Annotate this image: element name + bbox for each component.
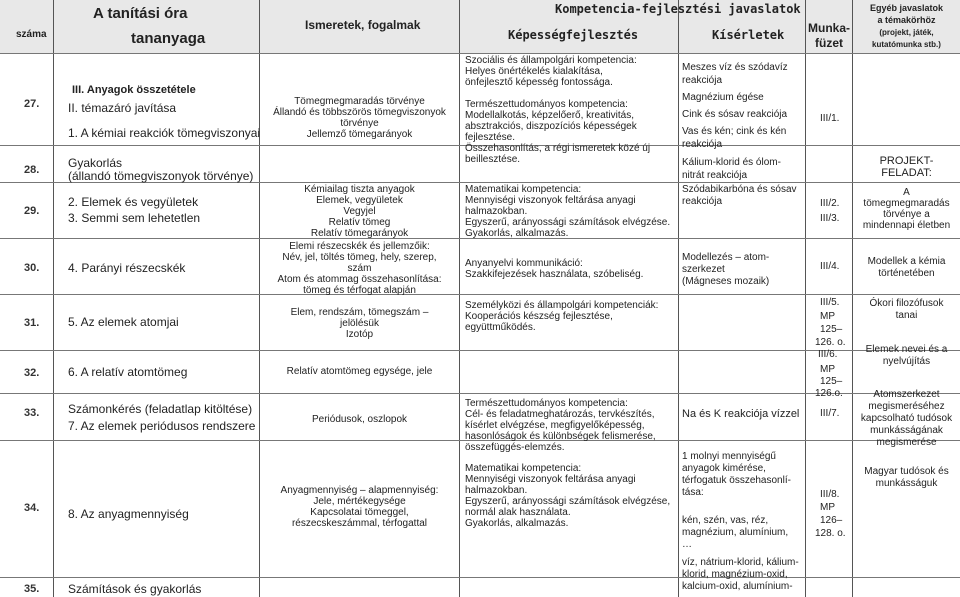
concept-text: Tömegmegmaradás törvénye (294, 96, 425, 107)
workbook-ref: III/8. (820, 489, 840, 500)
workbook-ref: III/1. (820, 113, 840, 124)
competency-text: együttműködés. (465, 322, 536, 333)
row-divider (0, 350, 960, 351)
competency-text: Mennyiségi viszonyok feltárása anyagi (465, 195, 636, 206)
workbook-ref: 125– (820, 324, 843, 335)
header-munkafuzet-1: Munka- (808, 21, 850, 35)
concept-text: Elemek, vegyületek (316, 195, 403, 206)
suggestion-text: Atomszerkezet (873, 389, 940, 400)
competency-text: fejlesztése. (465, 132, 516, 143)
header-egyeb-1: Egyéb javaslatok (869, 3, 944, 13)
competency-text: Gyakorlás, alkalmazás. (465, 518, 569, 529)
workbook-ref: 125– (820, 376, 843, 387)
suggestion-text: tanai (895, 310, 918, 321)
concept-text: Jellemző tömegarányok (306, 129, 413, 140)
suggestion-text: történetében (878, 268, 935, 279)
competency-text: halmazokban. (465, 485, 528, 496)
lesson-number: 31. (24, 317, 40, 329)
concept-text: tömeg és térfogat alapján (303, 285, 416, 296)
column-divider (459, 0, 460, 597)
lesson-title: Gyakorlás (68, 156, 123, 170)
concept-text: Név, jel, töltés tömeg, hely, szerep, (282, 252, 437, 263)
workbook-ref: MP (820, 364, 835, 375)
header-egyeb-3: (projekt, játék, (879, 28, 934, 37)
row-divider (0, 577, 960, 578)
competency-text: Matematikai kompetencia: (465, 463, 582, 474)
column-divider (805, 0, 806, 597)
workbook-ref: MP (820, 502, 835, 513)
chapter-title: III. Anyagok összetétele (72, 84, 196, 96)
experiment-text: Szódabikarbóna és sósav (682, 184, 797, 195)
concept-text: Elem, rendszám, tömegszám – (290, 307, 429, 318)
experiment-text: szerkezet (682, 264, 725, 275)
competency-text: Szakkifejezések használata, szóbeliség. (465, 269, 644, 280)
experiment-text: Kálium-klorid és ólom- (682, 157, 781, 168)
competency-text: Személyközi és állampolgári kompetenciák: (465, 300, 659, 311)
competency-text: Természettudományos kompetencia: (465, 99, 628, 110)
header-tanitasi-ora: A tanítási óra (93, 5, 188, 22)
competency-text: Összehasonlítás, a régi ismeretek közé új (465, 143, 651, 154)
workbook-ref: 126.o. (815, 388, 843, 399)
experiment-text: Vas és kén; cink és kén (682, 126, 787, 137)
lesson-title: 8. Az anyagmennyiség (68, 507, 189, 521)
suggestion-text: megismerése (876, 437, 937, 448)
competency-text: Szociális és állampolgári kompetencia: (465, 55, 637, 66)
suggestion-text: megismeréséhez (868, 401, 945, 412)
experiment-text: Meszes víz és szódavíz (682, 62, 788, 73)
lesson-number: 27. (24, 98, 40, 110)
lesson-number: 32. (24, 367, 40, 379)
concept-text: Anyagmennyiség – alapmennyiség: (280, 485, 439, 496)
competency-text: Mennyiségi viszonyok feltárása anyagi (465, 474, 636, 485)
suggestion-text: mindennapi életben (862, 220, 951, 231)
competency-text: Egyszerű, arányossági számítások elvégzése, (465, 496, 671, 507)
concept-text: Relatív tömeg (328, 217, 391, 228)
concept-text: Elemi részecskék és jellemzőik: (289, 241, 430, 252)
suggestion-text: kapcsolható tudósok (860, 413, 953, 424)
workbook-ref: III/5. (820, 297, 840, 308)
concept-text: Relatív atomtömeg egysége, jele (286, 366, 433, 377)
suggestion-text: A (903, 187, 910, 198)
competency-text: halmazokban. (465, 206, 528, 217)
experiment-text: Modellezés – atom- (682, 252, 770, 263)
lesson-number: 33. (24, 407, 40, 419)
competency-text: hasonlóságok és különbségek felismerése, (465, 431, 656, 442)
competency-text: Egyszerű, arányossági számítások elvégzése. (465, 217, 671, 228)
competency-text: Gyakorlás, alkalmazás. (465, 228, 569, 239)
competency-text: összefüggés-elemzés. (465, 442, 565, 453)
concept-text: Atom és atommag összehasonlítása: (277, 274, 442, 285)
workbook-ref: III/2. (820, 198, 840, 209)
row-divider (0, 294, 960, 295)
competency-text: kísérlet elvégzése, megfigyelőképesség, (465, 420, 645, 431)
workbook-ref: 126– (820, 515, 843, 526)
experiment-text: anyagok kimérése, (682, 463, 766, 474)
column-divider (53, 0, 54, 597)
header-ismeretek: Ismeretek, fogalmak (305, 18, 421, 32)
workbook-ref: 128. o. (815, 528, 846, 539)
suggestion-text: Modellek a kémia (867, 256, 946, 267)
suggestion-text: tömegmegmaradás (863, 198, 950, 209)
suggestion-text: Elemek nevei és a (865, 344, 948, 355)
competency-text: beillesztése. (465, 154, 521, 165)
workbook-ref: III/4. (820, 261, 840, 272)
lesson-title: (állandó tömegviszonyok törvénye) (68, 169, 254, 183)
concept-text: Jele, mértékegysége (313, 496, 406, 507)
lesson-title: II. témazáró javítása (68, 101, 177, 115)
lesson-title: Számítások és gyakorlás (68, 582, 202, 596)
suggestion-text: munkásságának (870, 425, 943, 436)
lesson-title: 7. Az elemek periódusos rendszere (68, 419, 256, 433)
workbook-ref: 126. o. (815, 337, 846, 348)
lesson-number: 34. (24, 502, 40, 514)
suggestion-text: munkásságuk (875, 478, 938, 489)
competency-text: Helyes önértékelés kialakítása, (465, 66, 603, 77)
concept-text: szám (347, 263, 372, 274)
lesson-title: Számonkérés (feladatlap kitöltése) (68, 402, 253, 416)
lesson-title: 6. A relatív atomtömeg (68, 365, 188, 379)
row-divider (0, 53, 960, 54)
workbook-ref: MP (820, 311, 835, 322)
lesson-title: 2. Elemek és vegyületek (68, 195, 199, 209)
concept-text: Izotóp (345, 329, 374, 340)
lesson-number: 35. (24, 583, 40, 595)
experiment-text: térfogatuk összehasonlí- (682, 475, 791, 486)
concept-text: részecskeszámmal, térfogattal (291, 518, 428, 529)
suggestion-text: Ókori filozófusok (869, 298, 944, 309)
experiment-text: Magnézium égése (682, 92, 764, 103)
experiment-text: reakciója (682, 196, 723, 207)
concept-text: Kapcsolatai tömeggel, (310, 507, 409, 518)
experiment-text: reakciója (682, 139, 723, 150)
competency-text: absztrakciós, diszpozíciós képességek (465, 121, 637, 132)
lesson-number: 29. (24, 205, 40, 217)
workbook-ref: III/6. (818, 349, 838, 360)
competency-text: Kooperációs készség fejlesztése, (465, 311, 613, 322)
experiment-text: Cink és sósav reakciója (682, 109, 788, 120)
experiment-text: 1 molnyi mennyiségű (682, 451, 776, 462)
experiment-text: magnézium, alumínium, (682, 527, 789, 538)
project-label: FELADAT: (881, 167, 932, 179)
header-egyeb-4: kutatómunka stb.) (872, 40, 941, 49)
lesson-title: 1. A kémiai reakciók tömegviszonyai (68, 126, 261, 140)
concept-text: Periódusok, oszlopok (311, 414, 408, 425)
experiment-text: tása: (682, 487, 704, 498)
header-munkafuzet-2: füzet (815, 36, 843, 50)
experiment-text: (Mágneses mozaik) (682, 276, 770, 287)
competency-text: Matematikai kompetencia: (465, 184, 582, 195)
competency-text: Anyanyelvi kommunikáció: (465, 258, 583, 269)
workbook-ref: III/3. (820, 213, 840, 224)
lesson-number: 30. (24, 262, 40, 274)
experiment-text: reakciója (682, 75, 723, 86)
lesson-title: 3. Semmi sem lehetetlen (68, 211, 201, 225)
experiment-text: víz, nátrium-klorid, kálium- (682, 557, 799, 568)
concept-text: jelölésük (340, 318, 379, 329)
experiment-text: kén, szén, vas, réz, (682, 515, 769, 526)
header-kiserletek: Kísérletek (712, 28, 785, 42)
competency-text: Cél- és feladatmeghatározás, tervkészítés, (465, 409, 655, 420)
concept-text: Állandó és többszörös tömegviszonyok (273, 107, 446, 118)
header-kepessegfejlesztes: Képességfejlesztés (508, 28, 639, 42)
workbook-ref: III/7. (820, 408, 840, 419)
experiment-text: klorid, magnézium-oxid, (682, 569, 788, 580)
experiment-text: kalcium-oxid, alumínium- (682, 581, 793, 592)
header-egyeb-2: a témakörhöz (877, 15, 936, 25)
header-kompetencia: Kompetencia-fejlesztési javaslatok (555, 2, 801, 16)
competency-text: Modellalkotás, képzelőerő, kreativitás, (465, 110, 634, 121)
competency-text: Természettudományos kompetencia: (465, 398, 628, 409)
concept-text: Relatív tömegarányok (310, 228, 409, 239)
column-divider (678, 0, 679, 597)
concept-text: törvénye (340, 118, 379, 129)
experiment-text: nitrát reakciója (682, 170, 748, 181)
experiment-text: Na és K reakciója vízzel (682, 408, 800, 420)
project-label: PROJEKT- (879, 155, 934, 167)
suggestion-text: törvénye a (883, 209, 930, 220)
suggestion-text: nyelvújítás (882, 356, 931, 367)
lesson-title: 4. Parányi részecskék (68, 261, 186, 275)
competency-text: önfejlesztő képesség fontossága. (465, 77, 613, 88)
lesson-number: 28. (24, 164, 40, 176)
suggestion-text: Magyar tudósok és (864, 466, 949, 477)
competency-text: normál alak használata. (465, 507, 571, 518)
concept-text: Kémiailag tiszta anyagok (304, 184, 415, 195)
lesson-title: 5. Az elemek atomjai (68, 315, 179, 329)
header-tananyaga: tananyaga (131, 30, 206, 47)
header-szama: száma (16, 29, 47, 40)
experiment-text: … (682, 539, 692, 550)
concept-text: Vegyjel (343, 206, 376, 217)
